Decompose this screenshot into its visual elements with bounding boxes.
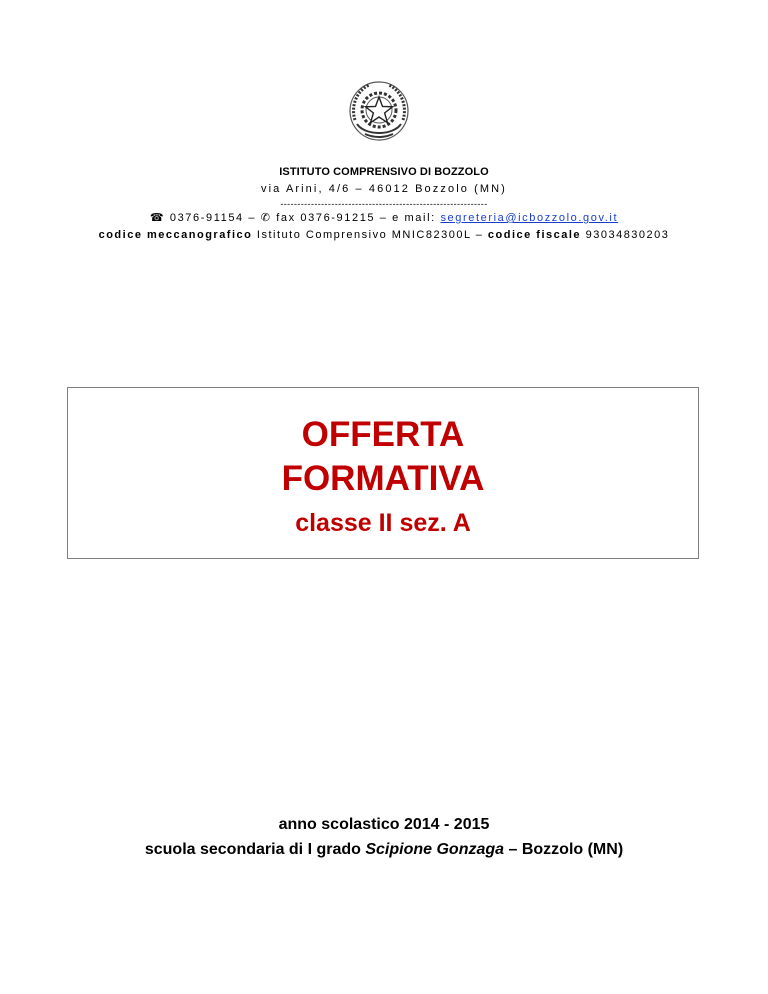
fax-number: fax 0376-91215 <box>276 212 376 224</box>
contact-line <box>0 210 768 227</box>
letterhead <box>0 164 768 244</box>
phone-icon: ☎ <box>149 212 166 224</box>
fiscal-label: codice fiscale <box>487 229 582 241</box>
fax-icon: ✆ <box>260 212 272 224</box>
contact-dash: – <box>243 212 261 224</box>
codes-line <box>0 227 768 244</box>
email-link[interactable]: segreteria@icbozzolo.gov.it <box>440 212 619 224</box>
title-line-2: FORMATIVA <box>281 459 485 498</box>
footer <box>0 812 768 862</box>
phone-number: 0376-91154 <box>169 212 244 224</box>
title-line-1: OFFERTA <box>301 415 465 454</box>
header-separator: ------------------------------------------------------------- <box>280 199 488 209</box>
email-label: – e mail: <box>375 212 441 224</box>
school-address: via Arini, 4/6 – 46012 Bozzolo (MN) <box>261 183 507 195</box>
school-line <box>0 837 768 862</box>
code-text: Istituto Comprensivo MNIC82300L – <box>252 229 488 241</box>
school-name: ISTITUTO COMPRENSIVO DI BOZZOLO <box>279 166 489 178</box>
fiscal-value: 93034830203 <box>581 229 670 241</box>
class-subtitle: classe II sez. A <box>295 509 471 537</box>
school-prefix: scuola secondaria di I grado <box>144 841 366 858</box>
school-name-italic: Scipione Gonzaga <box>365 841 505 858</box>
title-box <box>67 387 699 559</box>
italian-republic-emblem-icon <box>347 78 411 144</box>
school-year: anno scolastico 2014 - 2015 <box>278 816 490 833</box>
code-label: codice meccanografico <box>98 229 253 241</box>
school-suffix: – Bozzolo (MN) <box>504 841 624 858</box>
